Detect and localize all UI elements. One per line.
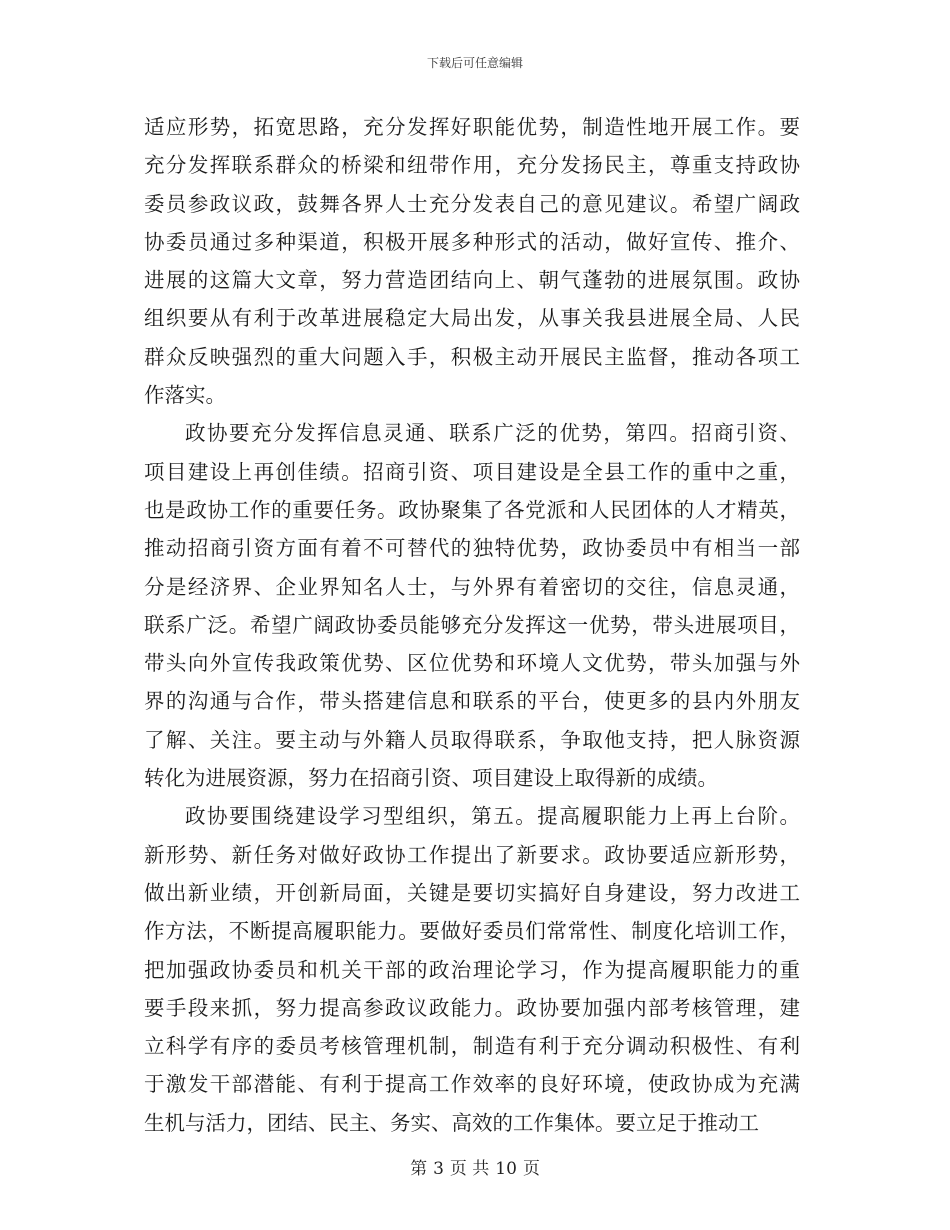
text-line: 分是经济界、企业界知名人士，与外界有着密切的交往，信息灵通， (144, 574, 800, 599)
page-footer (0, 1154, 950, 1179)
text-line: 群众反映强烈的重大问题入手，积极主动开展民主监督，推动各项工 (144, 344, 800, 369)
text-line: 适应形势，拓宽思路，充分发挥好职能优势，制造性地开展工作。要 (144, 115, 800, 139)
footer-middle: 页 共 (449, 1159, 490, 1179)
text-line: 要手段来抓，努力提高参政议政能力。政协要加强内部考核管理，建 (144, 995, 800, 1020)
text-line: 联系广泛。希望广阔政协委员能够充分发挥这一优势，带头进展项目， (144, 612, 800, 637)
footer-suffix: 页 (522, 1159, 540, 1179)
text-line: 界的沟通与合作，带头搭建信息和联系的平台，使更多的县内外朋友 (144, 689, 800, 714)
paragraph (144, 414, 800, 797)
page-number: 3 (433, 1159, 444, 1179)
text-line: 生机与活力，团结、民主、务实、高效的工作集体。要立足于推动工 (144, 1110, 759, 1135)
text-line: 带头向外宣传我政策优势、区位优势和环境人文优势，带头加强与外 (144, 651, 800, 676)
text-line: 把加强政协委员和机关干部的政治理论学习，作为提高履职能力的重 (144, 957, 800, 982)
text-line: 作方法，不断提高履职能力。要做好委员们常常性、制度化培训工作， (144, 919, 800, 944)
text-line: 新形势、新任务对做好政协工作提出了新要求。政协要适应新形势， (144, 842, 800, 867)
text-line: 进展的这篇大文章，努力营造团结向上、朝气蓬勃的进展氛围。政协 (144, 268, 800, 293)
document-body (144, 108, 800, 1142)
page-total: 10 (495, 1159, 517, 1179)
text-line: 转化为进展资源，努力在招商引资、项目建设上取得新的成绩。 (144, 766, 718, 791)
text-line: 充分发挥联系群众的桥梁和纽带作用，充分发扬民主，尊重支持政协 (144, 153, 800, 178)
text-line: 委员参政议政，鼓舞各界人士充分发表自己的意见建议。希望广阔政 (144, 191, 800, 216)
text-line: 了解、关注。要主动与外籍人员取得联系，争取他支持，把人脉资源 (144, 727, 800, 752)
text-line: 协委员通过多种渠道，积极开展多种形式的活动，做好宣传、推介、 (144, 229, 800, 254)
text-line: 政协要充分发挥信息灵通、联系广泛的优势，第四。招商引资、 (185, 421, 800, 446)
text-line: 也是政协工作的重要任务。政协聚集了各党派和人民团体的人才精英， (144, 497, 800, 522)
page-header: 下载后可任意编辑 (426, 56, 523, 70)
text-line: 做出新业绩，开创新局面，关键是要切实搞好自身建设，努力改进工 (144, 880, 800, 905)
paragraph (144, 108, 800, 414)
text-line: 作落实。 (144, 383, 226, 408)
text-line: 立科学有序的委员考核管理机制，制造有利于充分调动积极性、有利 (144, 1034, 800, 1059)
text-line: 于激发干部潜能、有利于提高工作效率的良好环境，使政协成为充满 (144, 1072, 800, 1097)
paragraph (144, 797, 800, 1142)
footer-prefix: 第 (410, 1159, 428, 1179)
text-line: 组织要从有利于改革进展稳定大局出发，从事关我县进展全局、人民 (144, 306, 800, 331)
text-line: 项目建设上再创佳绩。招商引资、项目建设是全县工作的重中之重， (144, 459, 800, 484)
text-line: 政协要围绕建设学习型组织，第五。提高履职能力上再上台阶。 (185, 804, 800, 829)
text-line: 推动招商引资方面有着不可替代的独特优势，政协委员中有相当一部 (144, 536, 800, 561)
